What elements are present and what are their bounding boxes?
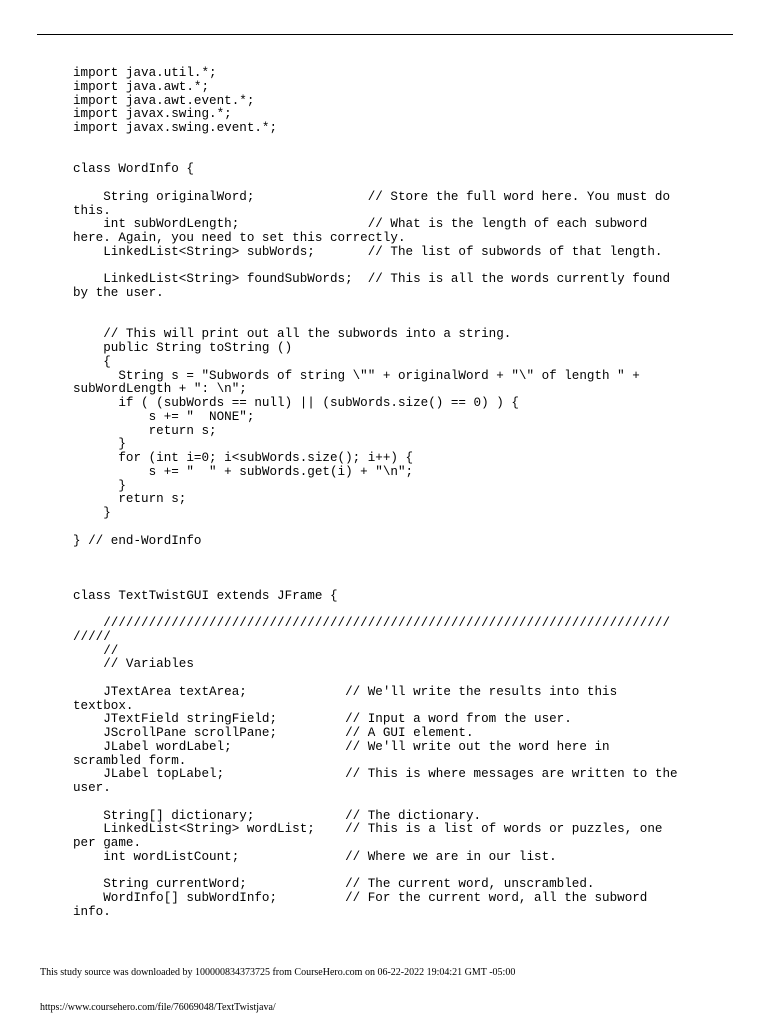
code-line: info. [73,904,111,919]
source-url: https://www.coursehero.com/file/76069048/TextTwistjava/ [40,1002,276,1013]
code-line: } [73,478,126,493]
code-line: user. [73,781,111,795]
code-line: JTextField stringField; // Input a word from the user. [73,712,572,727]
code-line: LinkedList<String> subWords; // The list of subwords of that length. [73,244,663,259]
code-line: scrambled form. [73,753,187,768]
code-line: int subWordLength; // What is the length of each subword [73,217,648,232]
code-line: import javax.swing.event.*; [73,121,278,135]
code-line [73,796,698,810]
code-line [73,672,698,686]
code-line: String originalWord; // Store the full word here. You must do [73,189,671,204]
code-line: JLabel topLabel; // This is where messages are written to the [73,767,678,782]
code-line: here. Again, you need to set this correctly. [73,231,406,245]
code-line: JLabel wordLabel; // We'll write out the word here in [73,739,610,754]
code-line: JScrollPane scrollPane; // A GUI element. [73,726,474,740]
code-line [73,260,698,274]
code-line: } // end-WordInfo [73,533,202,548]
code-line: this. [73,203,111,218]
code-line: // [73,643,119,658]
code-line: return s; [73,423,217,438]
code-line: if ( (subWords == null) || (subWords.size() == 0) ) { [73,396,519,410]
page-top-rule [37,34,733,35]
code-line [73,865,698,879]
code-line: class TextTwistGUI extends JFrame { [73,588,338,603]
code-line [73,150,698,164]
code-line: textbox. [73,698,134,713]
code-line: s += " " + subWords.get(i) + "\n"; [73,464,414,479]
code-line: import java.awt.*; [73,79,210,94]
code-line: public String toString () [73,341,293,355]
code-line: int wordListCount; // Where we are in our list. [73,849,557,864]
code-line: by the user. [73,286,164,300]
code-line: WordInfo[] subWordInfo; // For the current word, all the subword [73,891,648,905]
code-line: subWordLength + ": \n"; [73,382,247,397]
code-line: JTextArea textArea; // We'll write the results into this [73,684,618,699]
code-line: String s = "Subwords of string \"" + originalWord + "\" of length " + [73,368,640,383]
code-line: import javax.swing.*; [73,107,232,122]
code-line: } [73,437,126,452]
code-line: LinkedList<String> wordList; // This is a list of words or puzzles, one [73,822,663,837]
code-line: LinkedList<String> foundSubWords; // This is all the words currently found [73,272,671,287]
code-line: per game. [73,836,142,850]
download-notice: This study source was downloaded by 100000834373725 from CourseHero.com on 06-22-2022 19:04:21 GMT -05:00 [40,967,516,978]
code-line: // Variables [73,657,194,672]
code-line: /////////////////////////////////////////////////////////////////////////// [73,616,671,630]
code-line: import java.util.*; [73,66,217,80]
code-line [73,136,698,150]
code-line: } [73,506,111,520]
code-line [73,177,698,191]
code-line: String currentWord; // The current word, unscrambled. [73,877,595,892]
code-line [73,562,698,576]
code-line [73,576,698,590]
code-line: for (int i=0; i<subWords.size(); i++) { [73,451,414,465]
code-line [73,548,698,562]
code-line: import java.awt.event.*; [73,93,255,108]
code-listing [73,67,698,920]
code-line: String[] dictionary; // The dictionary. [73,808,482,823]
code-line: class WordInfo { [73,162,194,177]
code-line: return s; [73,492,187,507]
code-line [73,301,698,315]
code-line: { [73,354,111,369]
code-line: // This will print out all the subwords into a string. [73,327,512,342]
code-line [73,521,698,535]
code-line: ///// [73,629,111,644]
code-line [73,603,698,617]
code-line: s += " NONE"; [73,409,255,424]
code-line [73,315,698,329]
